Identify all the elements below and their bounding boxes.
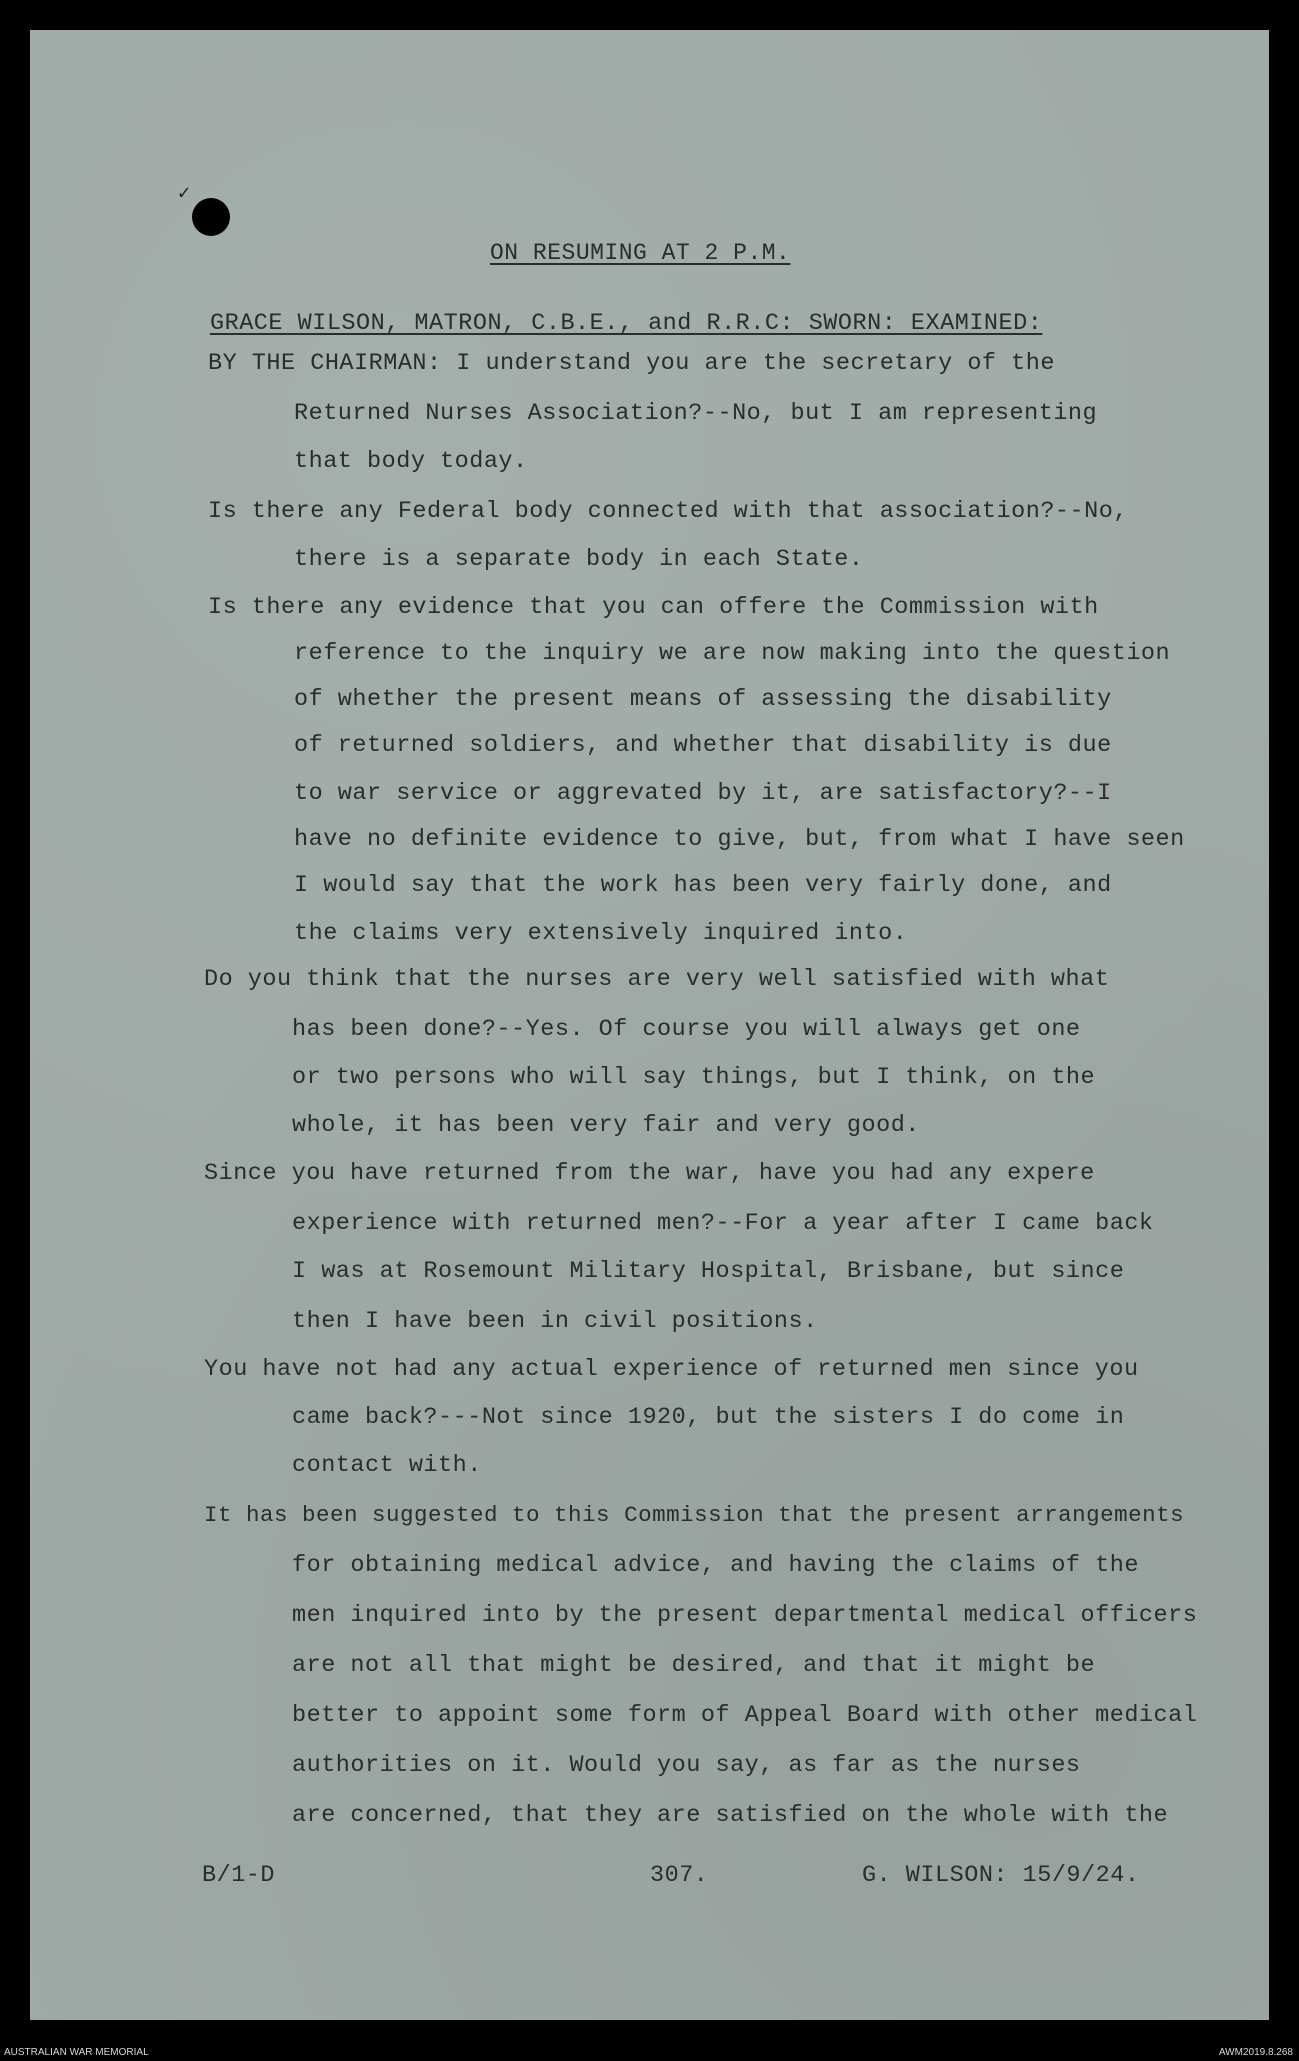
witness-heading: GRACE WILSON, MATRON, C.B.E., and R.R.C: SWORN: EXAMINED: (210, 310, 1043, 337)
text-line: Since you have returned from the war, have you had any expere (204, 1160, 1095, 1187)
text-line: contact with. (292, 1452, 482, 1479)
text-line: It has been suggested to this Commission that the present arrangements (204, 1502, 1185, 1528)
text-line: authorities on it. Would you say, as far as the nurses (292, 1752, 1081, 1779)
archive-name: AUSTRALIAN WAR MEMORIAL (4, 2047, 149, 2058)
text-line: You have not had any actual experience of returned men since you (204, 1356, 1139, 1383)
footer-witness-date: G. WILSON: 15/9/24. (862, 1862, 1140, 1889)
text-line: experience with returned men?--For a year after I came back (292, 1210, 1154, 1237)
pencil-tick-mark: ✓ (178, 183, 191, 206)
document-page (30, 30, 1269, 2020)
text-line: to war service or aggrevated by it, are satisfactory?--I (294, 780, 1112, 807)
text-line: men inquired into by the present departmental medical officers (292, 1602, 1198, 1629)
page-heading: ON RESUMING AT 2 P.M. (490, 240, 791, 266)
text-line: are not all that might be desired, and that it might be (292, 1652, 1096, 1679)
text-line: or two persons who will say things, but I think, on the (292, 1064, 1096, 1091)
text-line: Returned Nurses Association?--No, but I am representing (294, 400, 1098, 427)
archive-reference: AWM2019.8.268 (1218, 2047, 1293, 2058)
text-line: better to appoint some form of Appeal Board with other medical (292, 1702, 1198, 1729)
text-line: I was at Rosemount Military Hospital, Brisbane, but since (292, 1258, 1125, 1285)
text-line: reference to the inquiry we are now making into the question (294, 640, 1171, 667)
text-line: of whether the present means of assessing the disability (294, 686, 1112, 713)
text-line: I would say that the work has been very fairly done, and (294, 872, 1112, 899)
text-line: has been done?--Yes. Of course you will always get one (292, 1016, 1081, 1043)
text-line: Do you think that the nurses are very well satisfied with what (204, 966, 1110, 993)
text-line: for obtaining medical advice, and having the claims of the (292, 1552, 1139, 1579)
text-line: came back?---Not since 1920, but the sisters I do come in (292, 1404, 1125, 1431)
punch-hole (192, 198, 230, 236)
text-line: whole, it has been very fair and very good. (292, 1112, 920, 1139)
text-line: Is there any evidence that you can offere the Commission with (208, 594, 1099, 621)
footer-reference: B/1-D (202, 1862, 276, 1889)
page-number: 307. (650, 1862, 709, 1889)
text-line: Is there any Federal body connected with that association?--No, (208, 498, 1128, 525)
text-line: of returned soldiers, and whether that disability is due (294, 732, 1112, 759)
archive-footer (0, 2044, 1299, 2061)
text-line: BY THE CHAIRMAN: I understand you are the secretary of the (208, 350, 1055, 377)
text-line: are concerned, that they are satisfied on the whole with the (292, 1802, 1169, 1829)
text-line: the claims very extensively inquired into. (294, 920, 908, 947)
text-line: that body today. (294, 448, 528, 475)
text-line: have no definite evidence to give, but, from what I have seen (294, 826, 1185, 853)
text-line: then I have been in civil positions. (292, 1308, 818, 1335)
text-line: there is a separate body in each State. (294, 546, 864, 573)
